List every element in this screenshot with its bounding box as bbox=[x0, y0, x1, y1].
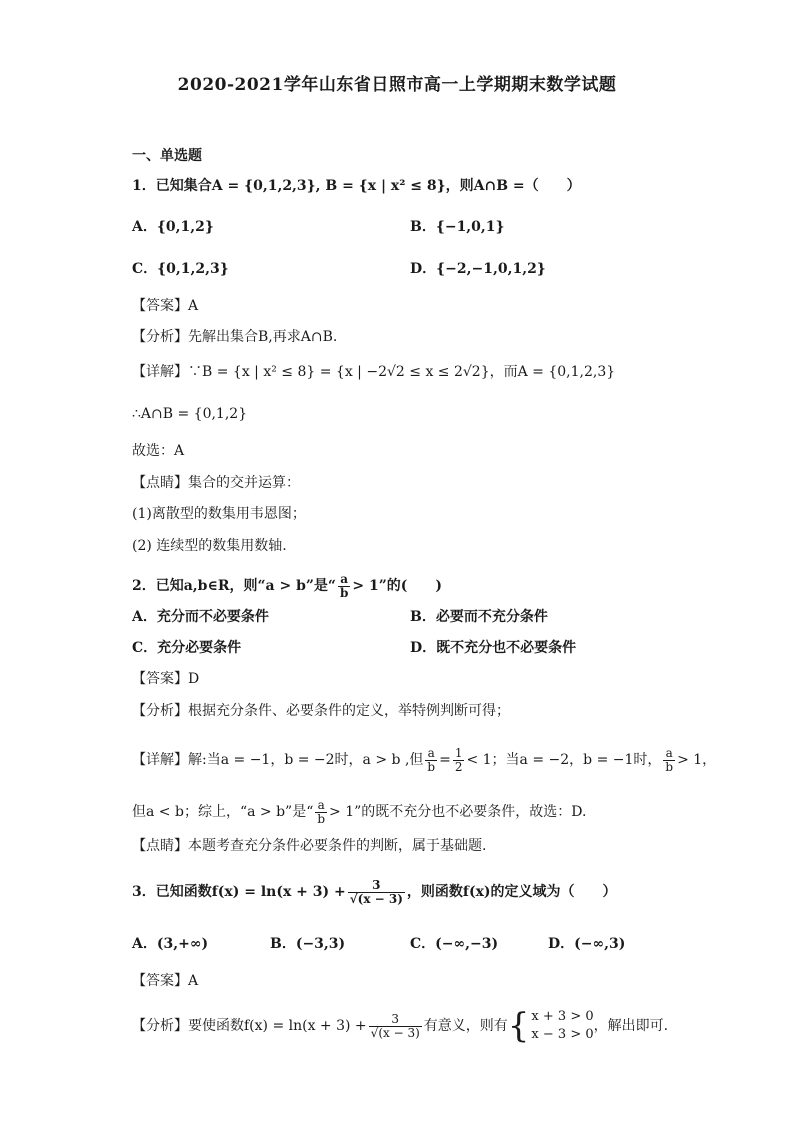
frac-denominator: √(x − 3) bbox=[370, 1025, 420, 1040]
q3-option-a: A．(3,+∞) bbox=[132, 936, 209, 952]
q1-comment-1: (1)离散型的数集用韦恩图； bbox=[132, 506, 306, 522]
q2-detail bbox=[132, 740, 716, 780]
system-brace: { bbox=[507, 1006, 530, 1046]
frac-denominator: 2 bbox=[454, 759, 463, 774]
q1-answer: 【答案】A bbox=[132, 298, 199, 314]
frac-numerator: 3 bbox=[369, 1013, 422, 1027]
q2-detail2-fraction bbox=[315, 799, 327, 826]
q3-option-d: D．(−∞,3) bbox=[548, 936, 626, 952]
q3-stem-part-b: ，则函数f(x)的定义域为（ ） bbox=[406, 884, 617, 900]
frac-denominator: b bbox=[317, 811, 326, 826]
q1-detail: 【详解】∵B = {x | x² ≤ 8} = {x | −2√2 ≤ x ≤ 2√2}，而A = {0,1,2,3} bbox=[132, 364, 616, 380]
q2-option-d: D．既不充分也不必要条件 bbox=[410, 640, 577, 656]
q2-detail-fraction-2 bbox=[453, 747, 465, 774]
q2-detail-part-b: = bbox=[439, 752, 451, 768]
frac-numerator: a bbox=[425, 747, 437, 761]
q1-option-b: B．{−1,0,1} bbox=[410, 219, 505, 235]
frac-denominator: b bbox=[665, 759, 674, 774]
frac-denominator: √(x − 3) bbox=[349, 891, 403, 906]
q3-analysis-part-c: ，解出即可. bbox=[593, 1018, 669, 1034]
inequality-1: x + 3 > 0 bbox=[531, 1009, 594, 1024]
q2-answer: 【答案】D bbox=[132, 671, 200, 687]
q3-analysis-part-a: 【分析】要使函数f(x) = ln(x + 3) + bbox=[132, 1018, 367, 1034]
question-3-stem bbox=[132, 870, 617, 914]
q3-option-b: B．(−3,3) bbox=[270, 936, 346, 952]
frac-denominator: b bbox=[427, 759, 436, 774]
q2-comment: 【点睛】本题考查充分条件必要条件的判断，属于基础题. bbox=[132, 838, 487, 854]
inequality-system bbox=[531, 1008, 593, 1044]
q2-stem-part-b: > 1”的( ) bbox=[352, 578, 443, 594]
q3-analysis bbox=[132, 1004, 668, 1048]
q2-detail-fraction-3 bbox=[663, 747, 675, 774]
q2-detail-fraction-1 bbox=[425, 747, 437, 774]
q2-stem-part-a: 2．已知a,b∈R，则“a > b”是“ bbox=[132, 578, 336, 594]
q2-option-b: B．必要而不充分条件 bbox=[410, 609, 548, 625]
q2-detail-2 bbox=[132, 792, 586, 832]
q2-detail2-part-a: 但a < b；综上，“a > b”是“ bbox=[132, 804, 314, 820]
q2-detail2-part-b: > 1”的既不充分也不必要条件，故选：D. bbox=[329, 804, 587, 820]
q3-stem-fraction bbox=[348, 879, 405, 906]
q3-analysis-part-b: 有意义，则有 bbox=[423, 1018, 508, 1034]
q1-detail-result: ∴A∩B = {0,1,2} bbox=[132, 406, 248, 422]
frac-numerator: a bbox=[315, 799, 327, 813]
frac-numerator: a bbox=[663, 747, 675, 761]
q2-option-a: A．充分而不必要条件 bbox=[132, 609, 269, 625]
q2-analysis: 【分析】根据充分条件、必要条件的定义，举特例判断可得； bbox=[132, 703, 510, 719]
q1-option-c: C．{0,1,2,3} bbox=[132, 261, 229, 277]
q1-comment: 【点睛】集合的交并运算： bbox=[132, 475, 300, 491]
q3-option-c: C．(−∞,−3) bbox=[410, 936, 499, 952]
question-2-stem bbox=[132, 566, 442, 606]
section-heading: 一、单选题 bbox=[132, 148, 202, 164]
q1-choose: 故选：A bbox=[132, 443, 185, 459]
inequality-2: x − 3 > 0 bbox=[531, 1027, 594, 1042]
q1-option-d: D．{−2,−1,0,1,2} bbox=[410, 261, 546, 277]
q3-answer: 【答案】A bbox=[132, 973, 199, 989]
frac-numerator: 3 bbox=[348, 879, 405, 893]
page-title: 2020-2021学年山东省日照市高一上学期期末数学试题 bbox=[177, 75, 617, 95]
question-1-stem: 1．已知集合A = {0,1,2,3}, B = {x | x² ≤ 8}，则A∩B =（ ） bbox=[132, 178, 581, 194]
q2-detail-part-c: < 1；当a = −2，b = −1时， bbox=[466, 752, 662, 768]
q1-comment-2: (2) 连续型的数集用数轴. bbox=[132, 538, 287, 554]
frac-numerator: 1 bbox=[454, 745, 463, 760]
q3-stem-part-a: 3．已知函数f(x) = ln(x + 3) + bbox=[132, 884, 346, 900]
q3-analysis-fraction bbox=[369, 1013, 422, 1040]
frac-numerator: a bbox=[338, 573, 350, 587]
q2-detail-part-d: > 1， bbox=[677, 752, 717, 768]
q2-stem-fraction bbox=[338, 573, 350, 600]
frac-denominator: b bbox=[339, 585, 349, 600]
q1-analysis: 【分析】先解出集合B,再求A∩B. bbox=[132, 329, 338, 345]
q1-option-a: A．{0,1,2} bbox=[132, 219, 214, 235]
q2-option-c: C．充分必要条件 bbox=[132, 640, 242, 656]
q2-detail-part-a: 【详解】解:当a = −1，b = −2时，a > b ,但 bbox=[132, 752, 424, 768]
